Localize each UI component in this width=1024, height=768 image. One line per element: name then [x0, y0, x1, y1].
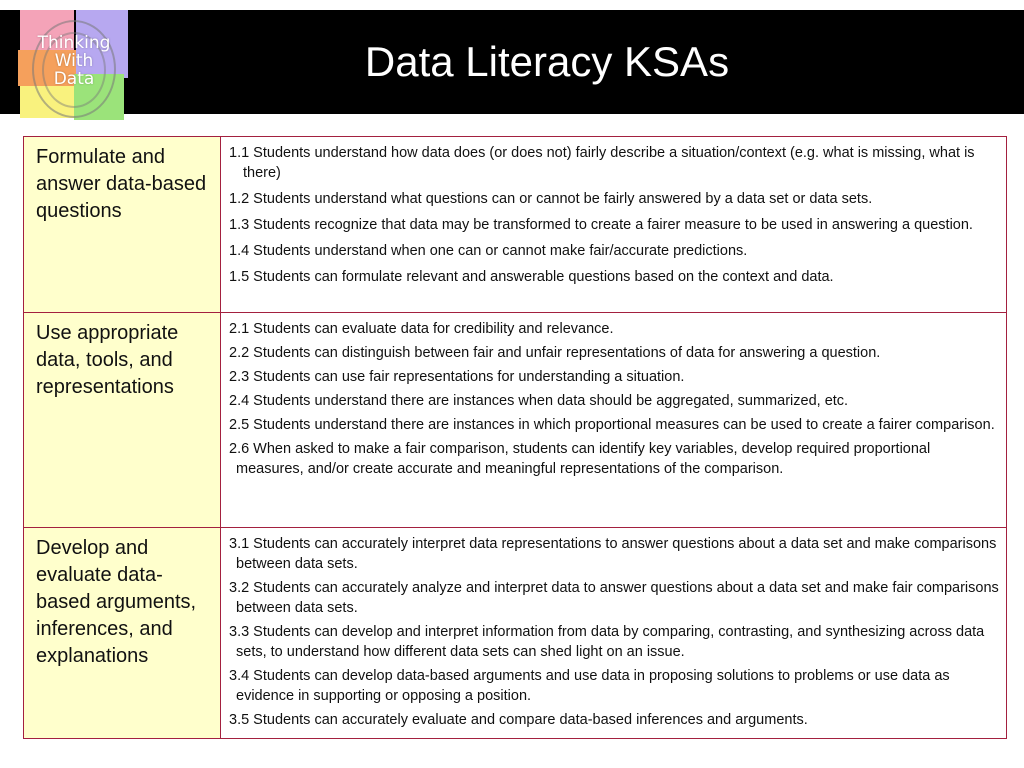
- logo-text-line-3: Data: [53, 69, 95, 89]
- logo-text: [18, 34, 130, 88]
- list-item: 3.5 Students can accurately evaluate and compare data-based inferences and arguments.: [229, 712, 808, 728]
- list-item: 2.4 Students understand there are instances when data should be aggregated, summarized, etc.: [229, 393, 849, 409]
- thinking-with-data-logo: [18, 10, 130, 120]
- list-item: 3.3 Students can develop and interpret information from data by comparing, contrasting, and synthesizing across data sets, to understand how different data sets can shed light on an issue.: [229, 624, 985, 660]
- title-bar: [0, 10, 1024, 114]
- table-row: [24, 313, 1007, 528]
- list-item: 3.1 Students can accurately interpret data representations to answer questions about a data set and make comparisons between data sets.: [229, 536, 997, 572]
- list-item: 3.4 Students can develop data-based arguments and use data in proposing solutions to problems or use data as evidence in supporting or opposing a position.: [229, 668, 950, 704]
- slide-title-text: Data Literacy KSAs: [364, 38, 730, 85]
- list-item: 2.1 Students can evaluate data for credibility and relevance.: [229, 321, 614, 337]
- list-item: 1.3 Students recognize that data may be transformed to create a fairer measure to be used in answering a question.: [229, 217, 973, 233]
- logo-text-line-2: With: [54, 51, 94, 71]
- list-item: 1.5 Students can formulate relevant and answerable questions based on the context and data.: [229, 269, 834, 285]
- list-item: 1.4 Students understand when one can or cannot make fair/accurate predictions.: [229, 243, 748, 259]
- category-cell: Develop and evaluate data-based arguments, inferences, and explanations: [24, 528, 221, 739]
- table-row: [24, 528, 1007, 739]
- logo-text-line-1: Thinking: [37, 33, 111, 53]
- list-item: 1.1 Students understand how data does (or does not) fairly describe a situation/context (e.g. what is missing, what is there): [229, 145, 975, 181]
- list-item: 2.5 Students understand there are instances in which proportional measures can be used to create a fairer comparison.: [229, 417, 995, 433]
- slide-title: [0, 10, 1024, 114]
- list-item: 1.2 Students understand what questions can or cannot be fairly answered by a data set or data sets.: [229, 191, 873, 207]
- items-cell: [221, 137, 1007, 313]
- list-item: 3.2 Students can accurately analyze and interpret data to answer questions about a data set and make fair comparisons between data sets.: [229, 580, 999, 616]
- list-item: 2.6 When asked to make a fair comparison, students can identify key variables, develop required proportional measures, and/or create accurate and meaningful representations of the comparison.: [229, 441, 931, 477]
- table-row: [24, 137, 1007, 313]
- items-cell: [221, 313, 1007, 528]
- ksa-table: [23, 136, 1007, 739]
- category-cell: Formulate and answer data-based questions: [24, 137, 221, 313]
- list-item: 2.3 Students can use fair representations for understanding a situation.: [229, 369, 685, 385]
- category-cell: Use appropriate data, tools, and representations: [24, 313, 221, 528]
- items-cell: [221, 528, 1007, 739]
- list-item: 2.2 Students can distinguish between fair and unfair representations of data for answering a question.: [229, 345, 881, 361]
